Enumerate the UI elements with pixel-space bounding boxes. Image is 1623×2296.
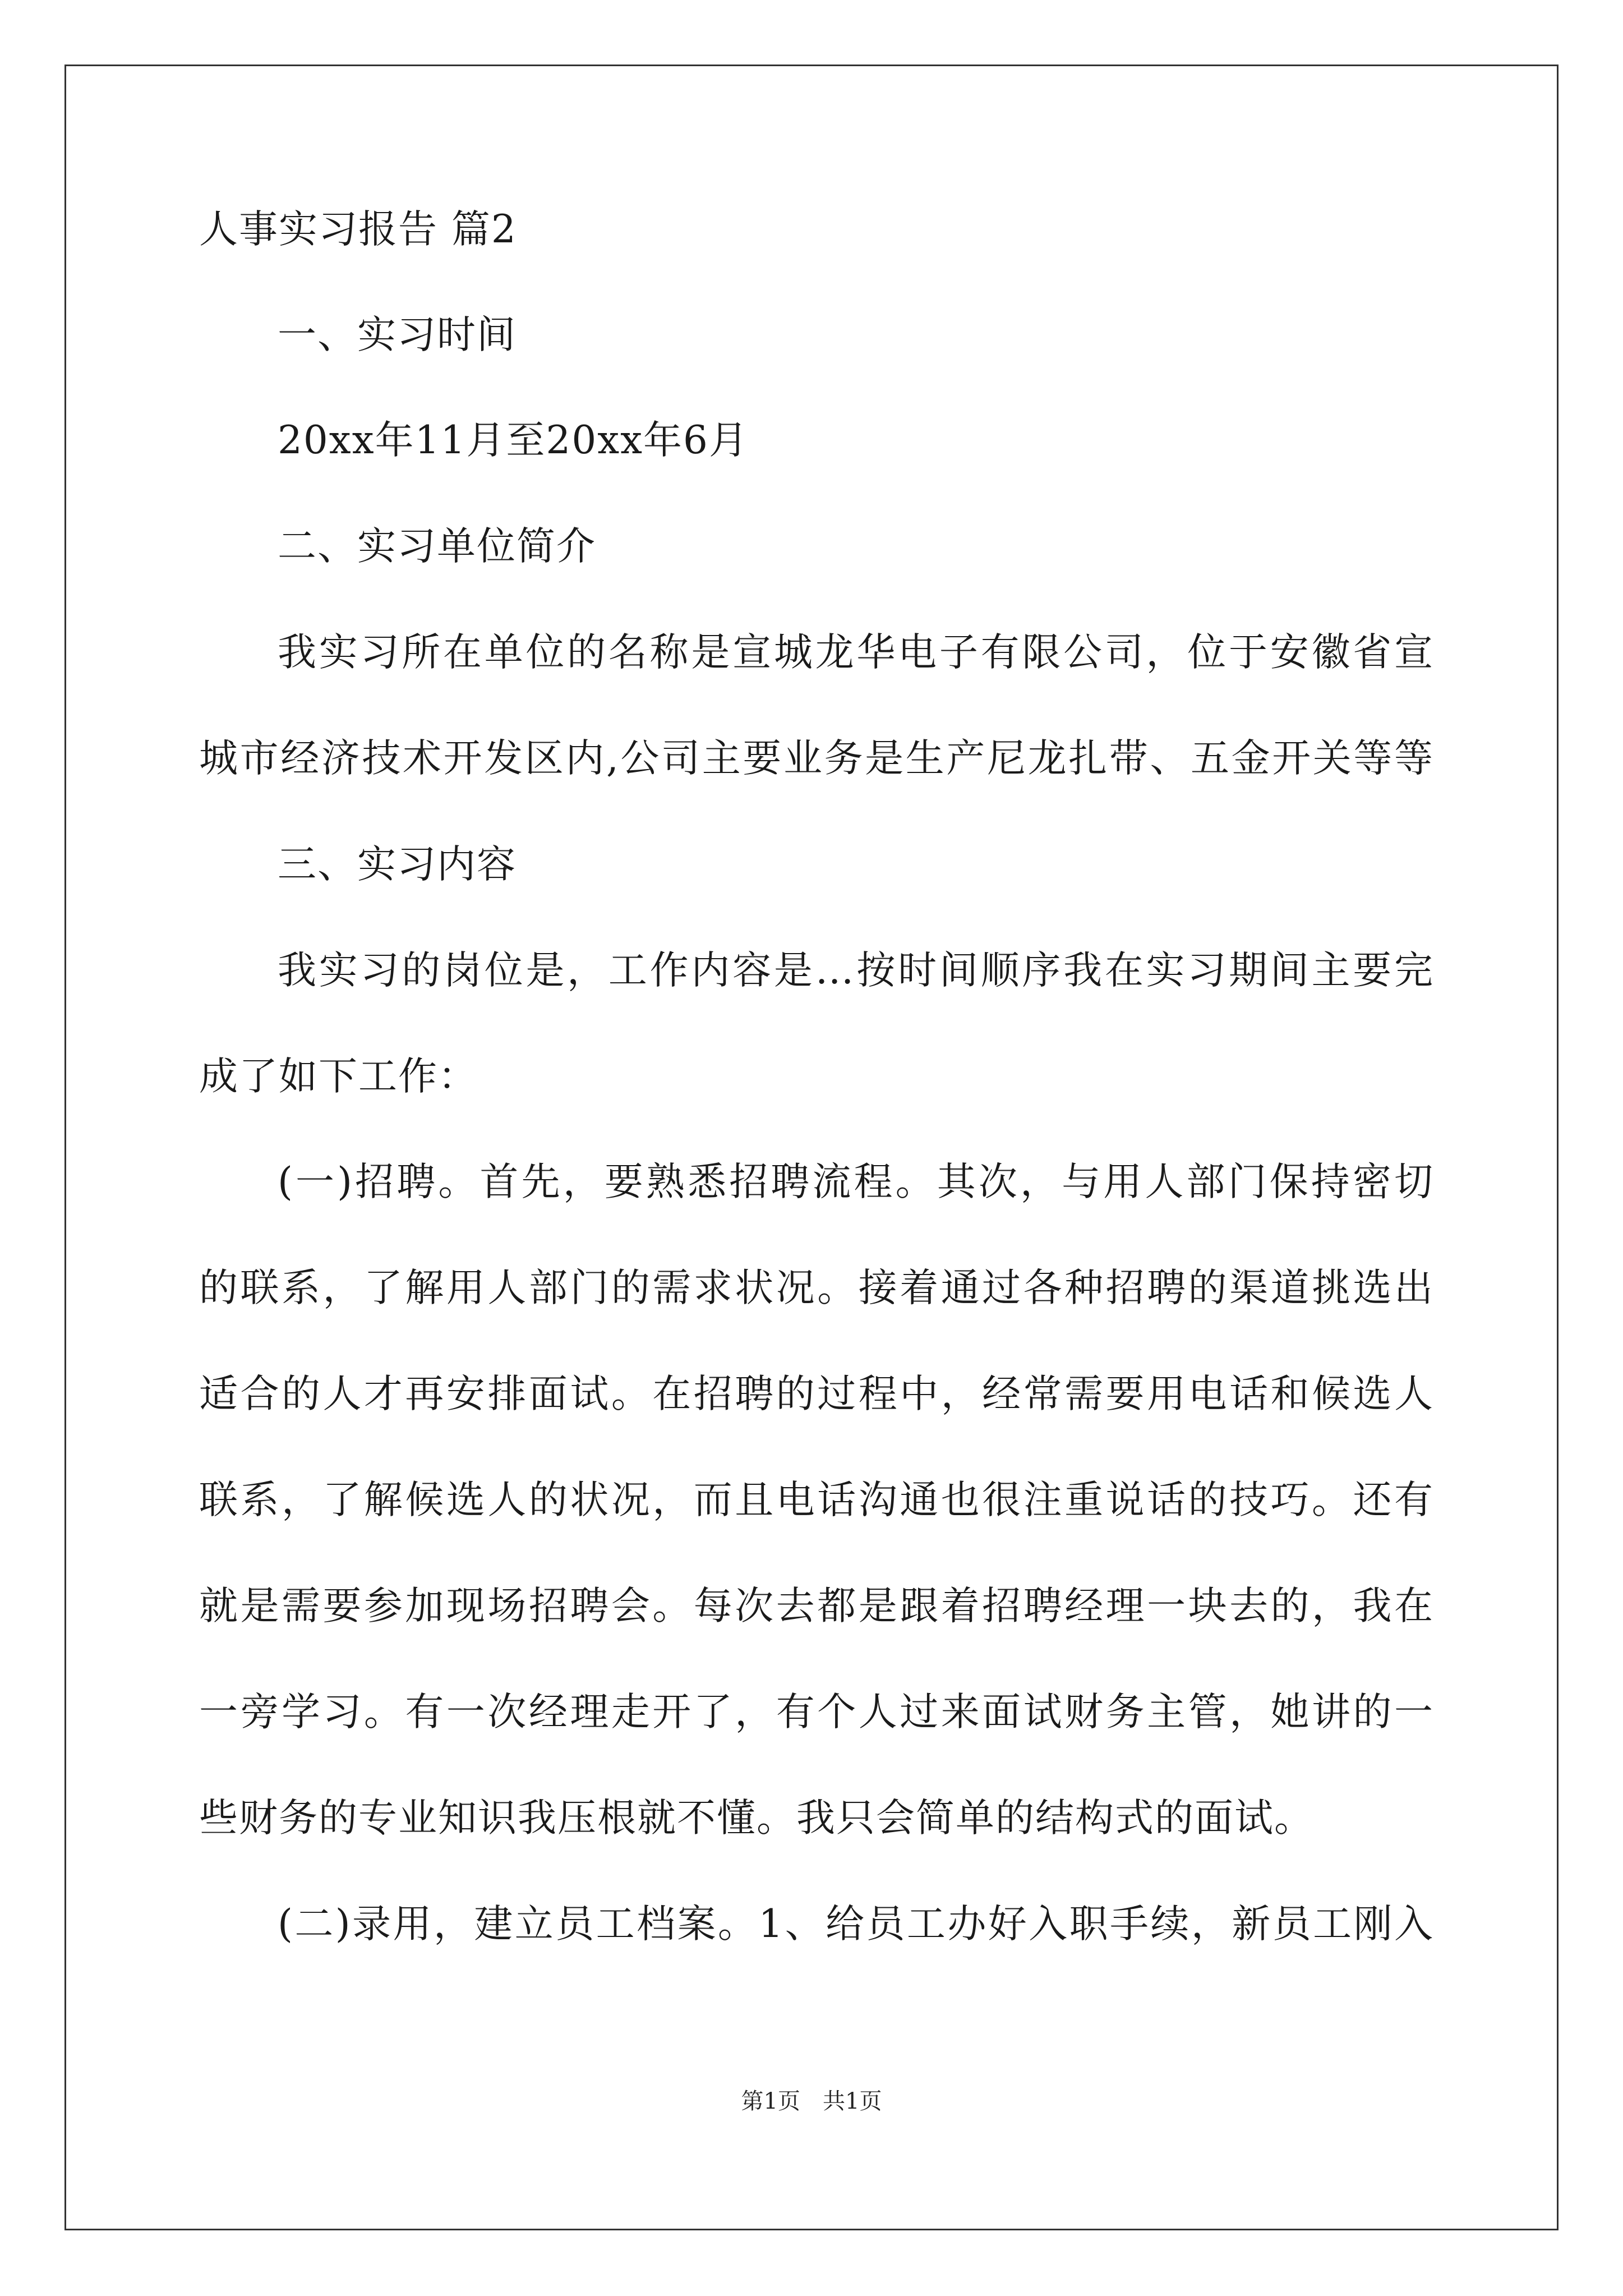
paragraph-line: 适合的人才再安排面试。在招聘的过程中，经常需要用电话和候选人: [199, 1372, 1433, 1416]
heading-unit-intro: 二、实习单位简介: [278, 524, 596, 569]
paragraph-line: 联系，了解候选人的状况，而且电话沟通也很注重说话的技巧。还有: [199, 1478, 1433, 1522]
document-title: 人事实习报告 篇2: [199, 207, 517, 252]
paragraph-line: 城市经济技术开发区内,公司主要业务是生产尼龙扎带、五金开关等等: [199, 736, 1433, 781]
paragraph-line: (一)招聘。首先，要熟悉招聘流程。其次，与用人部门保持密切: [278, 1159, 1433, 1204]
paragraph-line: 一旁学习。有一次经理走开了，有个人过来面试财务主管，她讲的一: [199, 1690, 1433, 1734]
heading-internship-content: 三、实习内容: [278, 842, 517, 887]
paragraph-line: 的联系，了解用人部门的需求状况。接着通过各种招聘的渠道挑选出: [199, 1266, 1433, 1310]
heading-internship-time: 一、实习时间: [278, 312, 517, 357]
paragraph-line: 成了如下工作：: [199, 1054, 478, 1099]
paragraph-line: 就是需要参加现场招聘会。每次去都是跟着招聘经理一块去的，我在: [199, 1584, 1433, 1628]
internship-period: 20xx年11月至20xx年6月: [278, 418, 749, 463]
paragraph-line: (二)录用，建立员工档案。1、给员工办好入职手续，新员工刚入: [278, 1902, 1433, 1947]
page-footer: 第1页 共1页: [741, 2088, 882, 2114]
paragraph-line: 些财务的专业知识我压根就不懂。我只会简单的结构式的面试。: [199, 1796, 1314, 1841]
paragraph-line: 我实习所在单位的名称是宣城龙华电子有限公司，位于安徽省宣: [278, 630, 1433, 675]
paragraph-line: 我实习的岗位是，工作内容是…按时间顺序我在实习期间主要完: [278, 948, 1433, 993]
